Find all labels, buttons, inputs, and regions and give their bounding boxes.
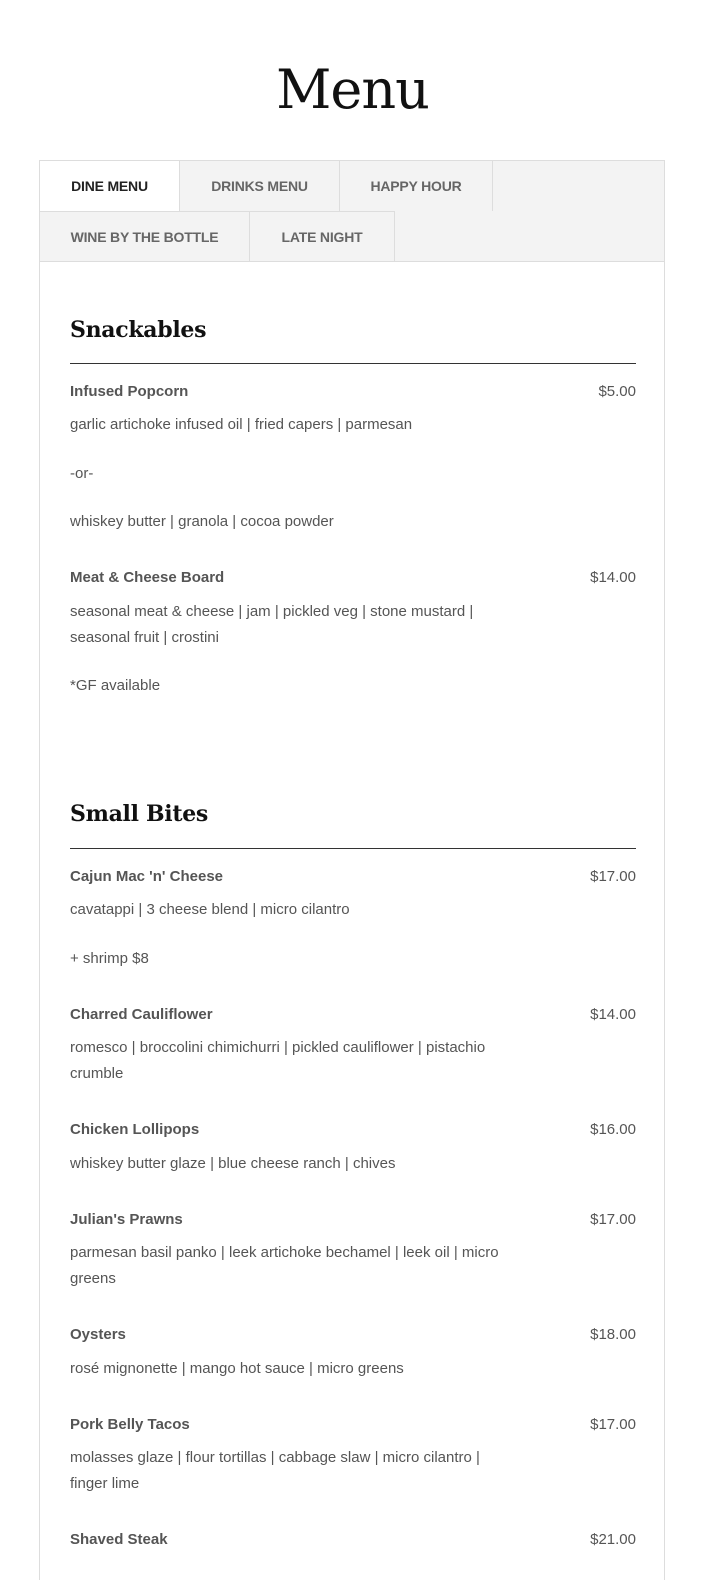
item-addon: + shrimp $8 (70, 950, 149, 967)
item-description: whiskey butter glaze | blue cheese ranch | chives (70, 1155, 396, 1172)
tab-dine-menu[interactable]: DINE MENU (40, 161, 180, 211)
tab-drinks-menu[interactable]: DRINKS MENU (180, 161, 340, 211)
item-price: $14.00 (590, 1006, 636, 1023)
item-name: Julian's Prawns (70, 1211, 183, 1228)
item-description: rosé mignonette | mango hot sauce | micro greens (70, 1360, 404, 1377)
item-price: $5.00 (598, 383, 636, 400)
item-name: Charred Cauliflower (70, 1006, 213, 1023)
item-description: cavatappi | 3 cheese blend | micro cilantro (70, 901, 350, 918)
item-price: $17.00 (590, 1416, 636, 1433)
section-divider (70, 848, 636, 849)
item-description: whiskey butter | granola | cocoa powder (70, 513, 334, 530)
item-description: seasonal meat & cheese | jam | pickled veg | stone mustard | seasonal fruit | crostini (70, 603, 474, 646)
menu-tabs (40, 161, 664, 262)
tab-wine-by-the-bottle[interactable]: WINE BY THE BOTTLE (40, 211, 250, 261)
item-description: garlic artichoke infused oil | fried capers | parmesan (70, 416, 413, 433)
item-name: Shaved Steak (70, 1531, 168, 1548)
item-name: Pork Belly Tacos (70, 1416, 190, 1433)
item-price: $17.00 (590, 1211, 636, 1228)
item-name: Infused Popcorn (70, 383, 189, 400)
item-description: romesco | broccolini chimichurri | pickled cauliflower | pistachio crumble (70, 1039, 486, 1082)
item-note: *GF available (70, 677, 161, 694)
section-title-small-bites: Small Bites (70, 801, 208, 827)
item-price: $17.00 (590, 868, 636, 885)
item-price: $16.00 (590, 1121, 636, 1138)
tab-happy-hour[interactable]: HAPPY HOUR (340, 161, 493, 211)
section-title-snackables: Snackables (70, 317, 207, 343)
item-price: $14.00 (590, 569, 636, 586)
item-name: Oysters (70, 1326, 126, 1343)
item-description: parmesan basil panko | leek artichoke bechamel | leek oil | micro greens (70, 1244, 499, 1287)
section-divider (70, 363, 636, 364)
page-title: Menu (276, 58, 429, 121)
item-name: Chicken Lollipops (70, 1121, 200, 1138)
tab-late-night[interactable]: LATE NIGHT (250, 211, 395, 261)
item-description: molasses glaze | flour tortillas | cabbage slaw | micro cilantro | finger lime (70, 1449, 480, 1492)
menu-panel (39, 160, 665, 1580)
item-description: -or- (70, 465, 94, 482)
item-price: $21.00 (590, 1531, 636, 1548)
item-name: Meat & Cheese Board (70, 569, 225, 586)
item-name: Cajun Mac 'n' Cheese (70, 868, 224, 885)
item-price: $18.00 (590, 1326, 636, 1343)
